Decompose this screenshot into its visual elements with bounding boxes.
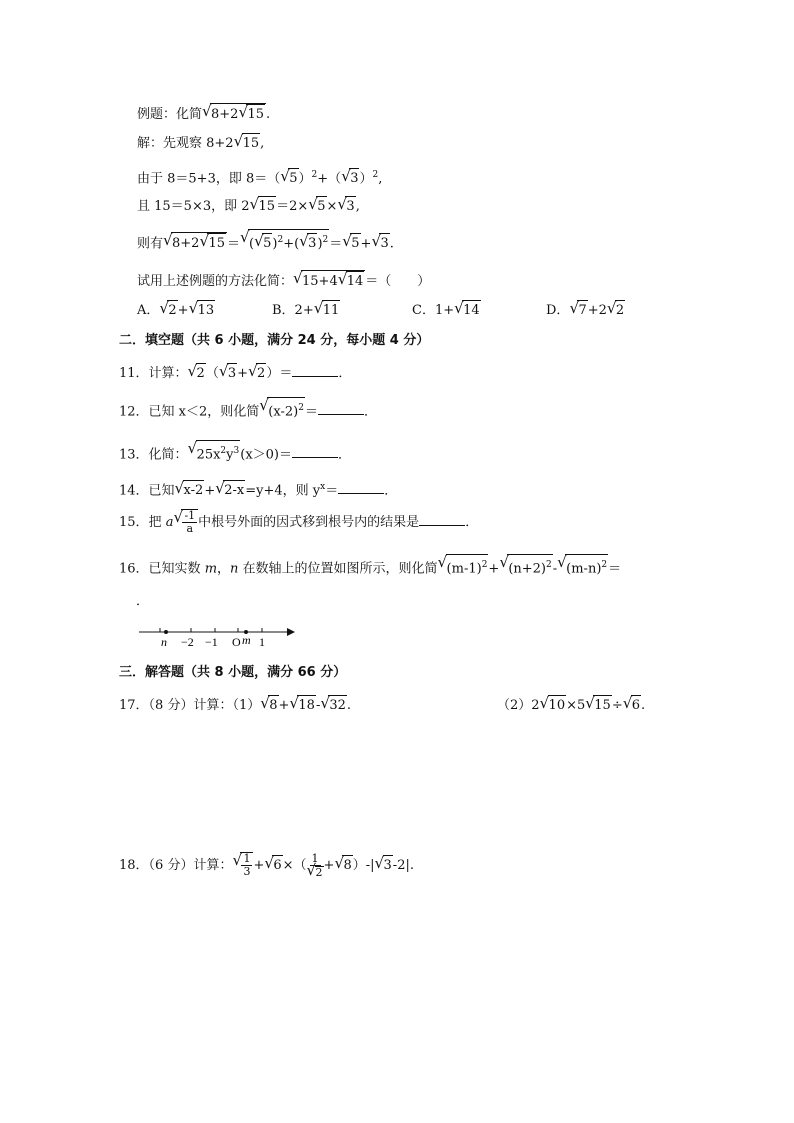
option-b: B．2+√ 11 (272, 300, 340, 321)
section2-title: 二．填空题（共 6 小题，满分 24 分，每小题 4 分） (119, 333, 430, 348)
q15: 15．把 a √ $\frac{-1}{a}$ 中根号外面的因式移到根号内的结果是 ． (119, 509, 478, 535)
label-neg1: −1 (205, 635, 218, 649)
q11: 11．计算：√ 2（√ 3+√ 2）＝ ． (119, 362, 351, 384)
section3-title: 三．解答题（共 8 小题，满分 66 分） (119, 665, 347, 680)
q16-end: ． (136, 594, 150, 609)
label-neg2: −2 (181, 635, 194, 649)
option-c: C．1+√ 14 (412, 300, 481, 321)
point-n (164, 630, 168, 634)
q14: 14．已知√ x-2+√ 2-x=y+4，则 $y^x=$ ． (119, 477, 397, 501)
q16: 16．已知实数 m，n 在数轴上的位置如图所示，则化简√ $(m-1)^2+√$ $(n+2)^2-√$ $(m-n)^2=$ (119, 554, 621, 579)
example-line-6: 试用上述例题的方法化简：√ 15+4√ 14 ＝（ ） (137, 270, 430, 292)
example-line-4: 且 15＝5×3，即 2√ 15＝2×√ 5×√ 3, (137, 196, 360, 217)
q18: 18．（6 分）计算： √ $\frac{1}{3}$ +√ 6×（ 1 √ 2 +√ 8）-|√ 3-2|. (119, 852, 414, 879)
label-n: n (161, 635, 167, 649)
number-line-arrow (287, 628, 295, 636)
example-line-5: 则有√ 8+2√ 15 ＝√ (√ 5)$^2$+(√ 3)$^2$＝√ 5+√ 3. (137, 229, 394, 254)
q17b: （2）2√ 10×5√ 15÷√ 6. (497, 695, 645, 716)
q12: 12．已知 x＜2，则化简√ $(x-2)^2=$ ． (119, 397, 377, 422)
label-origin: O (232, 635, 241, 649)
example-line-2: 解：先观察 8+2√ 15, (137, 133, 264, 154)
example-line-1: 例题：化简√ 8+2√ 15 . (137, 103, 270, 125)
option-d: D．√ 7+2√ 2 (546, 300, 625, 321)
option-a: A．√ 2+√ 13 (137, 300, 215, 321)
label-m: m (242, 633, 251, 647)
number-line (137, 620, 297, 650)
q17a: 17．（8 分）计算：（1）√ 8+√ 18-√ 32. (119, 695, 351, 716)
label-one: 1 (259, 635, 265, 649)
example-line-3: 由于 8＝5+3，即 8＝（√ 5）$^2$+（√ 3）$^2$, (137, 165, 382, 189)
q13: 13．化简：√ $25x^2y^3(x>0)=$ ． (119, 440, 351, 465)
